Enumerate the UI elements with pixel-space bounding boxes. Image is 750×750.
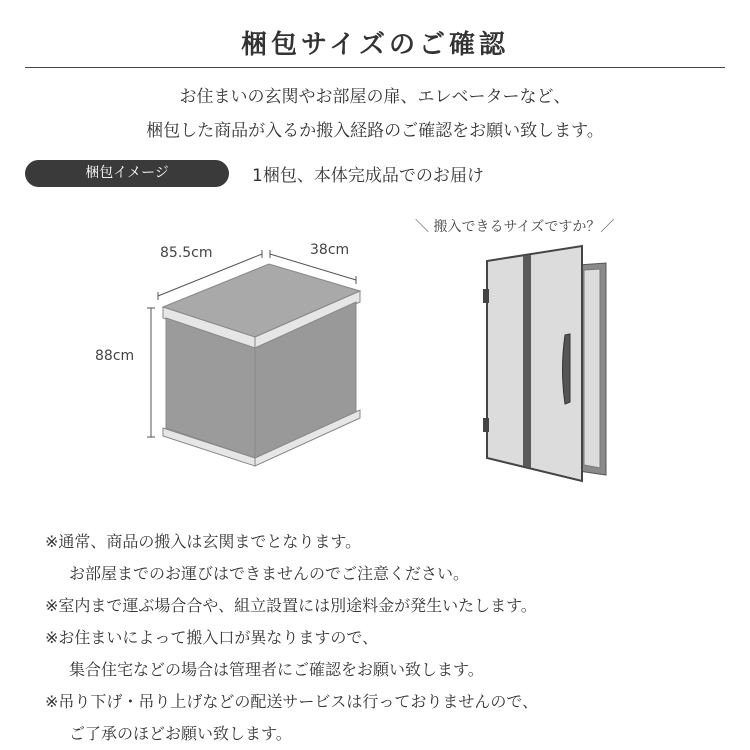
note-line-6: ※吊り下げ・吊り上げなどの配送サービスは行っておりませんので、 [45,692,539,711]
package-image-label: 梱包イメージ [25,160,229,187]
note-line-1: ※通常、商品の搬入は玄関までとなります。 [45,532,362,551]
note-line-3: ※室内まで運ぶ場合合や、組立設置には別途料金が発生いたします。 [45,596,537,615]
intro-line-2: 梱包した商品が入るか搬入経路のご確認をお願い致します。 [146,121,604,141]
package-note: 1梱包、本体完成品でのお届け [252,166,484,186]
door-illustration [483,246,606,481]
page-title: 梱包サイズのご確認 [241,30,509,60]
package-box-illustration [147,250,360,466]
note-line-4: ※お住まいによって搬入口が異なりますので、 [45,628,379,647]
box-depth-label: 38cm [310,242,350,258]
note-line-2: お部屋までのお運びはできませんのでご注意ください。 [69,564,470,583]
note-line-7: ご了承のほどお願い致します。 [69,724,292,743]
box-width-label: 85.5cm [160,245,213,261]
box-height-label: 88cm [95,348,135,364]
note-line-5: 集合住宅などの場合は管理者にご確認をお願い致します。 [69,660,484,679]
notes-list [45,526,538,750]
door-question: ＼ 搬入できるサイズですか？／ [415,219,615,235]
intro-line-1: お住まいの玄関やお部屋の扉、エレベーターなど、 [179,87,571,107]
